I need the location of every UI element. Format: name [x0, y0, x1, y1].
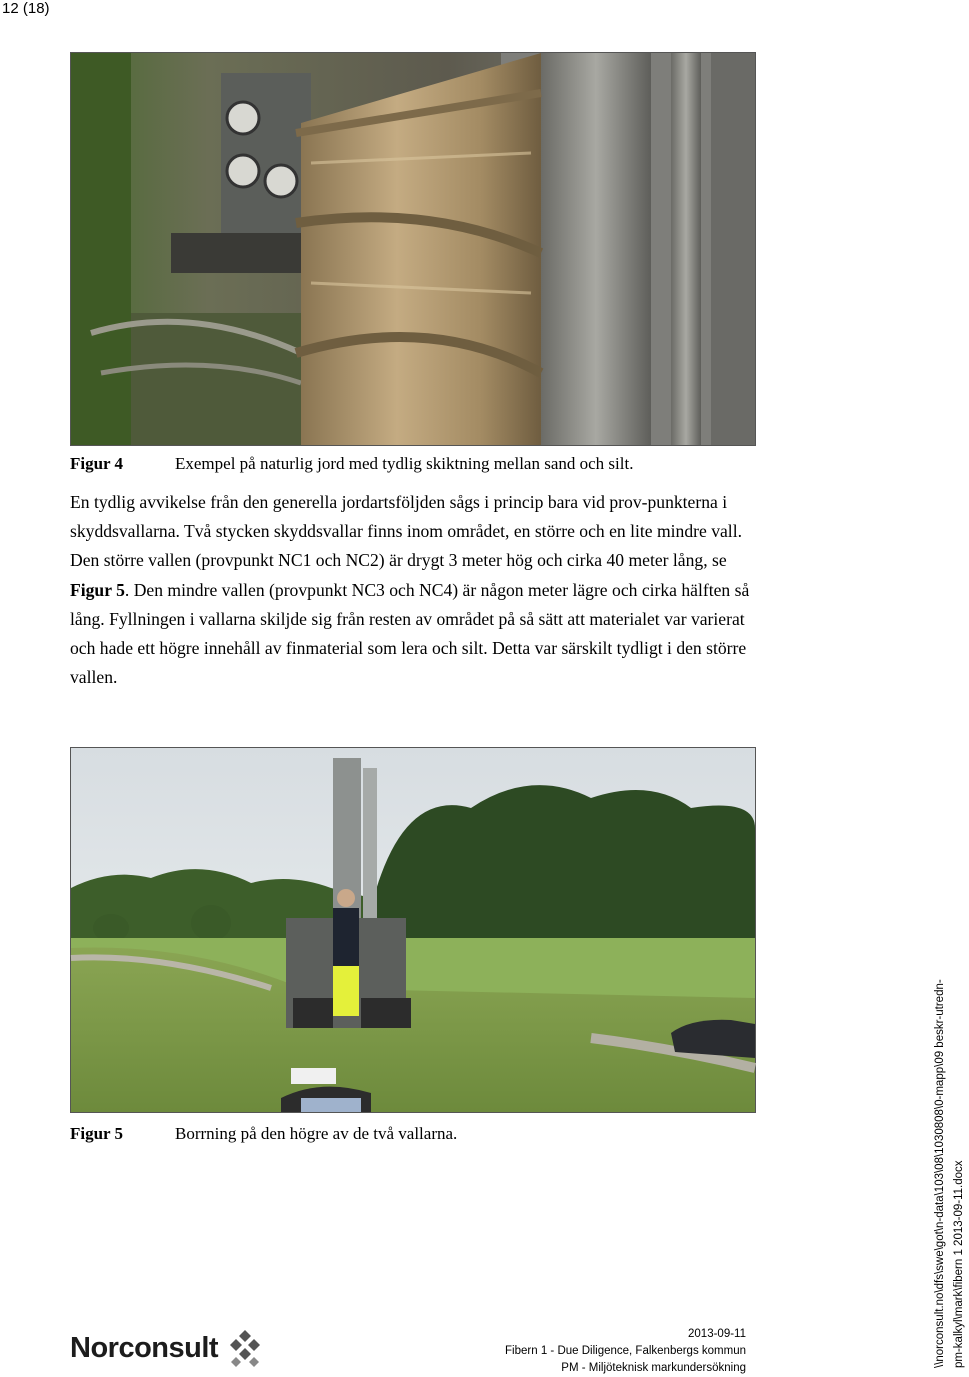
figure-4-caption [70, 454, 633, 474]
figure-5-reference: Figur 5 [70, 579, 125, 600]
file-path-line1: \\norconsult.no\dfs\swe\got\n-data\103\08\1030808\0-mapp\09 beskr-utredn- [934, 979, 946, 1368]
logo-text: Norconsult [70, 1331, 219, 1364]
figure-5-caption-text: Borrning på den högre av de två vallarna. [175, 1124, 458, 1143]
figure-5-label: Figur 5 [70, 1124, 124, 1143]
body-text-part1: En tydlig avvikelse från den generella jordartsföljden sågs i princip bara vid prov-punkterna i skyddsvallarna. Två stycken skyddsvallar finns inom området, en större och en lite mindre vall. Den större vallen (provpunkt NC1 och NC2) är drygt 3 meter hög och cirka 40 meter lång, se [70, 492, 742, 571]
figure-4-label: Figur 4 [70, 454, 124, 473]
figure-5-caption [70, 1124, 457, 1144]
footer-meta [505, 1326, 746, 1377]
footer-doc-title: PM - Miljöteknisk markundersökning [561, 1362, 746, 1374]
norconsult-logo [70, 1328, 266, 1368]
norconsult-diamond-icon [224, 1328, 266, 1368]
page-number: 12 (18) [2, 0, 50, 17]
body-paragraph [70, 488, 760, 692]
body-text-part2: . Den mindre vallen (provpunkt NC3 och NC4) är någon meter lägre och cirka hälften så lång. Fyllningen i vallarna skiljde sig från resten av området på så sätt att materialet var varierat och hade ett högre innehåll av finmaterial som lera och silt. Detta var särskilt tydligt i den större vallen. [70, 579, 750, 688]
figure-5-photo [70, 747, 756, 1113]
figure-4-photo [70, 52, 756, 446]
file-path-line2: pm-kalkyl\mark\fibern 1 2013-09-11.docx [953, 1160, 965, 1368]
file-path-sidebar [931, 979, 969, 1368]
footer-project: Fibern 1 - Due Diligence, Falkenbergs kommun [505, 1345, 746, 1357]
footer-date: 2013-09-11 [688, 1328, 746, 1340]
figure-4-caption-text: Exempel på naturlig jord med tydlig skiktning mellan sand och silt. [175, 454, 634, 473]
